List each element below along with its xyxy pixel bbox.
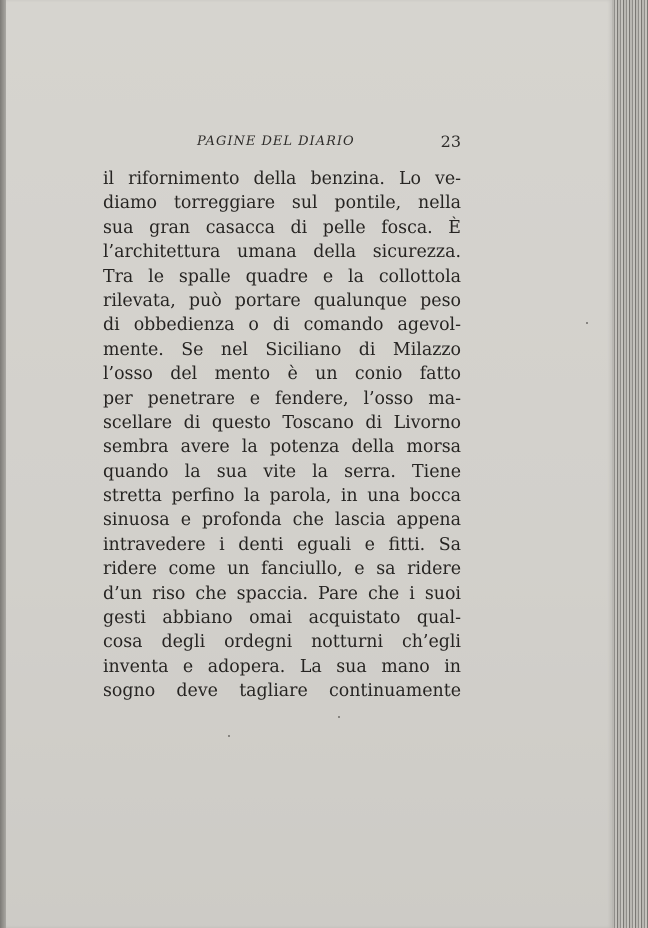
text-line: stretta perfino la parola, in una bocca: [103, 486, 461, 507]
text-line: di obbedienza o di comando agevol-: [103, 315, 461, 336]
text-line: cosa degli ordegni notturni ch’egli: [103, 632, 461, 653]
paper-speck: [338, 716, 340, 718]
text-line: l’architettura umana della sicurezza.: [103, 242, 461, 263]
running-head: [103, 132, 461, 154]
text-line: l’osso del mento è un conio fatto: [103, 364, 461, 385]
text-line: scellare di questo Toscano di Livorno: [103, 412, 461, 433]
text-line: sembra avere la potenza della morsa: [103, 437, 461, 458]
page-number: 23: [440, 132, 461, 151]
text-line: intravedere i denti eguali e fitti. Sa: [103, 534, 461, 555]
text-line: quando la sua vite la serra. Tiene: [103, 461, 461, 482]
text-line: sogno deve tagliare continuamente: [103, 681, 461, 702]
text-line: per penetrare e fendere, l’osso ma-: [103, 388, 461, 409]
body-text: [103, 167, 461, 704]
text-line: ridere come un fanciullo, e sa ridere: [103, 559, 461, 580]
text-line: Tra le spalle quadre e la collottola: [103, 266, 461, 287]
text-line: sinuosa e profonda che lascia appena: [103, 510, 461, 531]
page-sheet: [6, 0, 612, 928]
paper-speck: [586, 322, 588, 324]
text-line: diamo torreggiare sul pontile, nella: [103, 193, 461, 214]
text-line: d’un riso che spaccia. Pare che i suoi: [103, 583, 461, 604]
text-line: inventa e adopera. La sua mano in: [103, 656, 461, 677]
text-line: il rifornimento della benzina. Lo ve-: [103, 169, 461, 189]
text-line: gesti abbiano omai acquistato qual-: [103, 608, 461, 629]
paper-speck: [228, 735, 230, 737]
text-line: mente. Se nel Siciliano di Milazzo: [103, 339, 461, 360]
text-line: sua gran casacca di pelle fosca. È: [103, 217, 461, 238]
running-head-title: PAGINE DEL DIARIO: [197, 134, 355, 149]
book-page-edges: [612, 0, 648, 928]
text-line: rilevata, può portare qualunque peso: [103, 290, 461, 311]
